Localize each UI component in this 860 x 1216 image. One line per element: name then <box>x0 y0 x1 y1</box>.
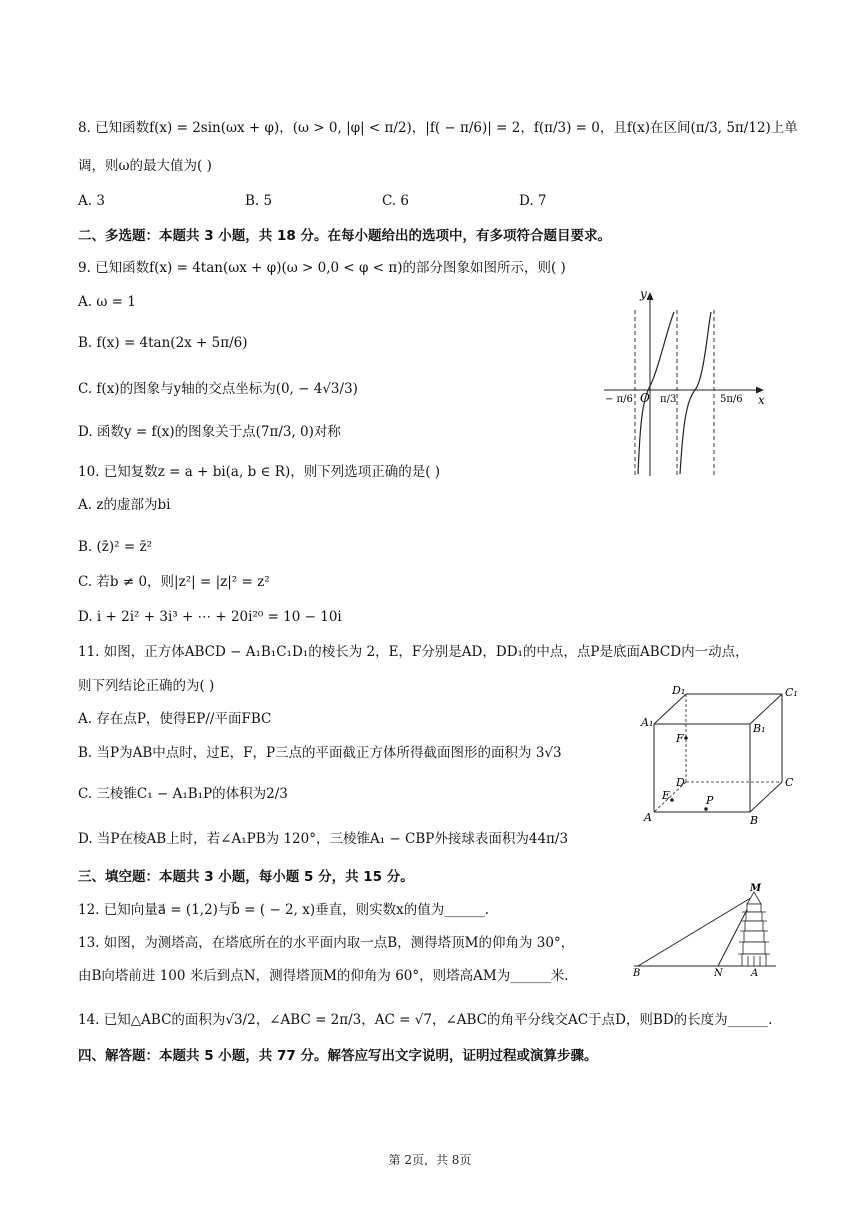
label-b1: B₁ <box>753 722 766 735</box>
tick-label-5pi6: 5π/6 <box>720 394 743 405</box>
q8-option-a: A. 3 <box>78 193 105 209</box>
x-axis-label: x <box>758 393 765 407</box>
q10-option-c: C. 若b ≠ 0，则|z²| = |z|² = z² <box>78 574 270 590</box>
q11-option-c: C. 三棱锥C₁ − A₁B₁P的体积为2/3 <box>78 786 288 802</box>
y-axis-label: y <box>640 287 647 301</box>
q10-option-a: A. z的虚部为bi <box>78 497 171 513</box>
q11-stem-line1: 11. 如图，正方体ABCD − A₁B₁C₁D₁的棱长为 2，E，F分别是AD，DD₁的中点，点P是底面ABCD内一动点， <box>78 644 749 660</box>
q11-option-a: A. 存在点P，使得EP//平面FBC <box>78 711 272 727</box>
label-p: P <box>706 794 714 807</box>
tick-label-pi3: π/3 <box>660 394 677 405</box>
label-f: F <box>676 732 684 745</box>
q9-option-a: A. ω = 1 <box>78 294 136 310</box>
q8-option-c: C. 6 <box>382 193 410 209</box>
q11-option-b: B. 当P为AB中点时，过E，F，P三点的平面截正方体所得截面图形的面积为 3√3 <box>78 745 562 761</box>
label-a-tower: A <box>751 968 759 979</box>
q9-option-d: D. 函数y = f(x)的图象关于点(7π/3, 0)对称 <box>78 424 341 440</box>
section-3-heading: 三、填空题：本题共 3 小题，每小题 5 分，共 15 分。 <box>78 869 414 885</box>
tick-label-neg-pi6: − π/6 <box>605 394 633 405</box>
q8-stem-line1: 8. 已知函数f(x) = 2sin(ωx + φ)，(ω > 0, |φ| < π/2)，|f( − π/6)| = 2，f(π/3) = 0，且f(x)在区间(π/3, 5π/12)上单 <box>78 120 798 136</box>
y-axis-arrow <box>647 292 654 300</box>
q10-option-b: B. (z̄)² = z̄² <box>78 539 152 555</box>
label-a1: A₁ <box>641 716 654 729</box>
q11-stem-line2: 则下列结论正确的为( ) <box>78 678 215 694</box>
label-n: N <box>714 968 723 979</box>
point-f <box>684 736 688 740</box>
q13-stem-line2: 由B向塔前进 100 米后到点N，测得塔顶M的仰角为 60°，则塔高AM为______米. <box>78 968 569 984</box>
label-c1: C₁ <box>785 686 798 699</box>
label-e: E <box>662 789 671 802</box>
q9-stem: 9. 已知函数f(x) = 4tan(ωx + φ)(ω > 0,0 < φ < π)的部分图象如图所示，则( ) <box>78 260 566 276</box>
tan-graph <box>600 286 770 478</box>
q9-option-b: B. f(x) = 4tan(2x + 5π/6) <box>78 335 248 351</box>
label-c: C <box>785 776 794 789</box>
label-b: B <box>750 814 759 827</box>
tan-branch-2 <box>680 312 711 474</box>
label-a: A <box>644 811 652 824</box>
tower-diagram <box>630 882 780 978</box>
q8-option-d: D. 7 <box>519 193 547 209</box>
label-b-tower: B <box>633 968 641 979</box>
label-d1: D₁ <box>672 684 686 697</box>
q14-stem: 14. 已知△ABC的面积为√3/2，∠ABC = 2π/3，AC = √7，∠ABC的角平分线交AC于点D，则BD的长度为______. <box>78 1012 773 1028</box>
label-d: D <box>676 776 685 789</box>
cube-diagram <box>640 682 810 832</box>
q13-stem-line1: 13. 如图，为测塔高，在塔底所在的水平面内取一点B，测得塔顶M的仰角为 30°， <box>78 935 575 951</box>
label-m: M <box>750 883 762 894</box>
q11-option-d: D. 当P在棱AB上时，若∠A₁PB为 120°，三棱锥A₁ − CBP外接球表面积为44π/3 <box>78 831 569 847</box>
page-footer: 第 2页，共 8页 <box>388 1153 472 1167</box>
section-2-heading: 二、多选题：本题共 3 小题，共 18 分。在每小题给出的选项中，有多项符合题目要求。 <box>78 228 611 244</box>
origin-label: O <box>640 391 650 405</box>
q8-option-b: B. 5 <box>245 193 273 209</box>
q10-option-d: D. i + 2i² + 3i³ + ⋯ + 20i²⁰ = 10 − 10i <box>78 609 342 625</box>
point-e <box>670 798 674 802</box>
q12-stem: 12. 已知向量a⃗ = (1,2)与b⃗ = ( − 2, x)垂直，则实数x的值为______. <box>78 902 490 918</box>
q8-stem-line2: 调，则ω的最大值为( ) <box>78 158 212 174</box>
q9-option-c: C. f(x)的图象与y轴的交点坐标为(0, − 4√3/3) <box>78 381 358 397</box>
q10-stem: 10. 已知复数z = a + bi(a, b ∈ R)，则下列选项正确的是( ) <box>78 464 441 480</box>
point-p <box>704 807 708 811</box>
section-4-heading: 四、解答题：本题共 5 小题，共 77 分。解答应写出文字说明，证明过程或演算步骤。 <box>78 1048 598 1064</box>
